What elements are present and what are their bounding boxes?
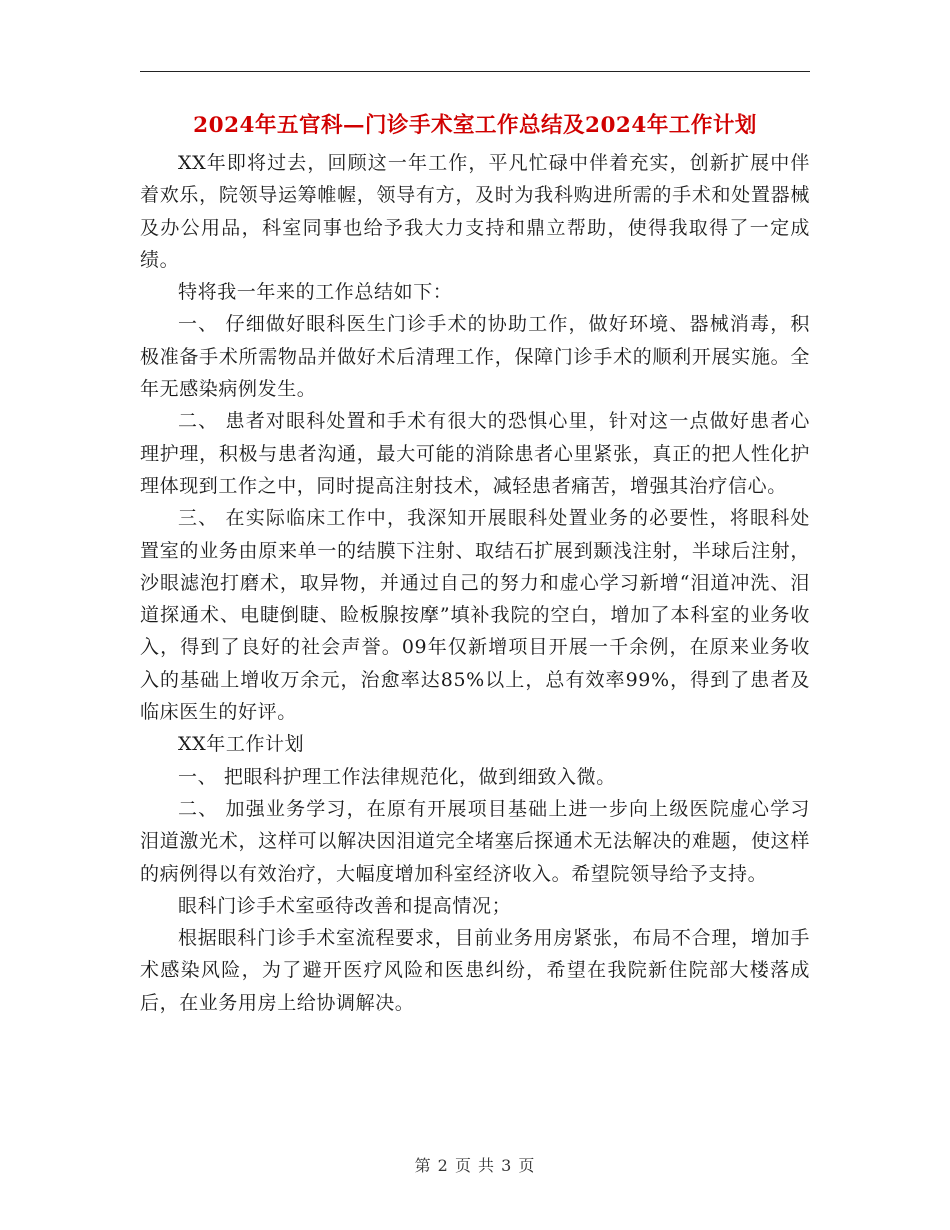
paragraph-item-1: 一、 仔细做好眼科医生门诊手术的协助工作，做好环境、器械消毒，积极准备手术所需物品并做好术后清理工作，保障门诊手术的顺利开展实施。全年无感染病例发生。 <box>140 313 810 401</box>
paragraph-plan-1: 一、 把眼科护理工作法律规范化，做到细致入微。 <box>178 765 616 788</box>
paragraph-plan-heading: XX年工作计划 <box>178 733 305 756</box>
header-rule <box>140 71 810 72</box>
document-body <box>140 147 810 1019</box>
paragraph-summary-heading: 特将我一年来的工作总结如下： <box>178 281 453 304</box>
paragraph-item-3: 三、 在实际临床工作中，我深知开展眼科处置业务的必要性，将眼科处置室的业务由原来单一的结膜下注射、取结石扩展到颞浅注射，半球后注射，沙眼滤泡打磨术，取异物，并通过自己的努力和虚心学习新增“泪道冲洗、泪道探通术、电睫倒睫、睑板腺按摩”填补我院的空白，增加了本科室的业务收入，得到了良好的社会声誉。09年仅新增项目开展一千余例，在原来业务收入的基础上增收万余元，治愈率达85%以上，总有效率99%，得到了患者及临床医生的好评。 <box>140 507 810 724</box>
document-title: 2024年五官科—门诊手术室工作总结及2024年工作计划 <box>193 113 757 138</box>
paragraph-item-2: 二、 患者对眼科处置和手术有很大的恐惧心里，针对这一点做好患者心理护理，积极与患者沟通，最大可能的消除患者心里紧张，真正的把人性化护理体现到工作之中，同时提高注射技术，减轻患者痛苦，增强其治疗信心。 <box>140 410 810 497</box>
paragraph-improvement-body: 根据眼科门诊手术室流程要求，目前业务用房紧张，布局不合理，增加手术感染风险，为了避开医疗风险和医患纠纷，希望在我院新住院部大楼落成后，在业务用房上给协调解决。 <box>140 927 810 1014</box>
paragraph-improvement-heading: 眼科门诊手术室亟待改善和提高情况； <box>178 894 512 917</box>
paragraph-intro: XX年即将过去，回顾这一年工作，平凡忙碌中伴着充实，创新扩展中伴着欢乐，院领导运筹帷幄，领导有方，及时为我科购进所需的手术和处置器械及办公用品，科室同事也给予我大力支持和鼎立帮助，使得我取得了一定成绩。 <box>140 152 810 271</box>
page-number-footer: 第 2 页 共 3 页 <box>414 1156 536 1175</box>
paragraph-plan-2: 二、 加强业务学习，在原有开展项目基础上进一步向上级医院虚心学习泪道激光术，这样可以解决因泪道完全堵塞后探通术无法解决的难题，使这样的病例得以有效治疗，大幅度增加科室经济收入。希望院领导给予支持。 <box>140 797 810 885</box>
